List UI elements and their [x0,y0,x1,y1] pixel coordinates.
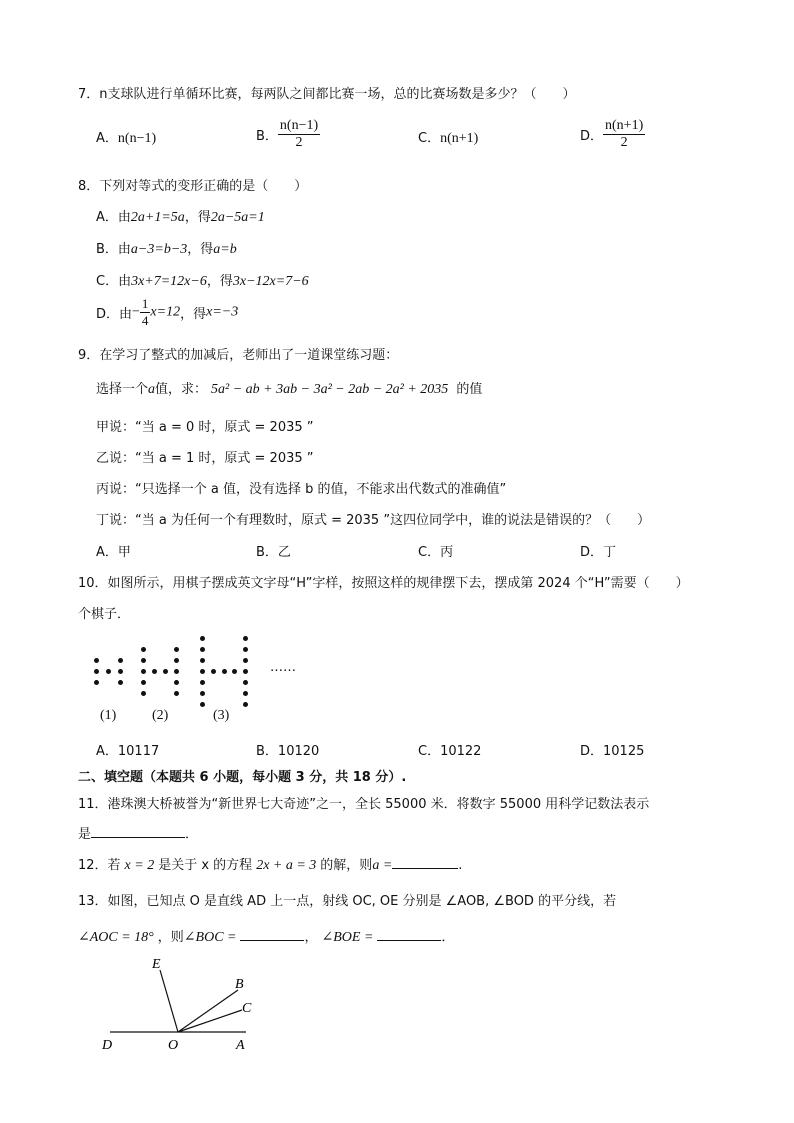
q9-option-c: C．丙 [418,545,454,560]
q10-option-a: A．10117 [96,744,160,759]
chess-piece [174,680,179,685]
chess-piece [174,669,179,674]
chess-piece [232,669,237,674]
ray-ob [178,990,238,1032]
chess-piece [118,680,123,685]
q10-stem-line1: 10．如图所示，用棋子摆成英文字母“H”字样，按照这样的规律摆下去，摆成第 2024 个“H”需要（ ） [78,576,689,591]
chess-piece [106,669,111,674]
chess-piece [94,658,99,663]
q9-ding: 丁说：“当 a 为任何一个有理数时，原式 = 2035 ”这四位同学中，谁的说法是错误的？（ ） [96,513,651,528]
q10-option-c: C．10122 [418,744,482,759]
point-label-d: D [102,1038,113,1053]
chess-piece [200,680,205,685]
point-label-o: O [168,1038,179,1053]
chess-piece [152,669,157,674]
answer-blank[interactable] [240,927,304,941]
chess-piece [141,647,146,652]
option-expr: n(n+1) [440,131,479,146]
answer-blank[interactable] [91,824,185,838]
point-label-c: C [242,1001,252,1016]
q12: 12．若 x = 2 是关于 x 的方程 2x + a = 3 的解，则a = . [78,854,462,874]
q8-option-c: C．由3x+7=12x−6，得3x−12x=7−6 [96,274,309,289]
option-fraction: $\frac{n(n+1)}{2}$ [605,118,644,150]
chess-piece [211,669,216,674]
chess-piece [243,691,248,696]
point-label-b: B [235,977,244,992]
chess-piece [200,669,205,674]
section-2-title: 二、填空题（本题共 6 小题，每小题 3 分，共 18 分）. [78,770,407,785]
figure-label-2: (2) [152,708,169,723]
q8-option-d: D．由− $\frac{1}{4}$ x=12，得x=−3 [96,296,239,328]
chess-piece [118,658,123,663]
chess-piece [243,647,248,652]
chess-piece [174,691,179,696]
chess-piece [243,680,248,685]
q8-option-a: A．由2a+1=5a，得2a−5a=1 [96,210,265,225]
chess-piece [222,669,227,674]
chess-piece [141,658,146,663]
option-label: A． [96,131,118,146]
option-label: C． [418,131,441,146]
q13-line1: 13．如图，已知点 O 是直线 AD 上一点，射线 OC, OE 分别是 ∠AOB, ∠BOD 的平分线，若 [78,894,617,909]
chess-piece [200,658,205,663]
chess-piece [200,691,205,696]
chess-piece [141,691,146,696]
chess-piece [163,669,168,674]
chess-piece [94,680,99,685]
ray-oc [178,1010,242,1032]
angle-figure [90,950,270,1060]
figure-label-1: (1) [100,708,117,723]
chess-piece [243,702,248,707]
q10-stem-line2: 个棋子． [78,607,131,622]
q9-option-d: D．丁 [580,545,617,560]
q9-task: 选择一个a值，求： 5a² − ab + 3ab − 3a² − 2ab − 2a² + 2035 的值 [96,382,483,397]
chess-piece [243,636,248,641]
q9-option-a: A．甲 [96,545,131,560]
point-label-e: E [152,957,161,972]
q9-bing: 丙说：“只选择一个 a 值，没有选择 b 的值，不能求出代数式的准确值” [96,482,507,497]
option-label: B． [256,129,278,144]
q13-line2: ∠AOC = 18° ，则∠BOC = ， ∠BOE = ． [78,926,454,946]
q8-option-b: B．由a−3=b−3，得a=b [96,242,237,257]
fraction: $\frac{1}{4}$ [141,296,149,328]
q10-ellipsis: …… [270,660,296,675]
chess-piece [174,658,179,663]
chess-piece [200,636,205,641]
option-expr: n(n−1) [117,131,157,146]
option-label: D． [580,129,604,144]
chess-piece [243,669,248,674]
q7-option-c [418,127,478,147]
chess-piece [243,658,248,663]
answer-blank[interactable] [377,927,441,941]
chess-piece [141,680,146,685]
q10-option-b: B．10120 [256,744,320,759]
q10-option-d: D．10125 [580,744,645,759]
q7-option-d [580,118,645,151]
figure-label-3: (3) [213,708,230,723]
option-fraction: $\frac{n(n-1)}{2}$ [279,118,319,150]
ray-oe [160,970,178,1032]
point-label-a: A [236,1038,245,1053]
chess-piece [94,669,99,674]
q7-option-b [256,118,320,151]
q11-line2: 是 ． [78,823,198,842]
q8-stem: 8．下列对等式的变形正确的是（ ） [78,179,308,194]
q9-yi: 乙说：“当 a = 1 时，原式 = 2035 ” [96,451,314,466]
q7-stem: 7．n支球队进行单循环比赛，每两队之间都比赛一场，总的比赛场数是多少？（ ） [78,87,576,102]
q7-option-a [96,127,156,147]
chess-piece [200,702,205,707]
q9-stem: 9．在学习了整式的加减后，老师出了一道课堂练习题： [78,348,399,363]
chess-piece [118,669,123,674]
answer-blank[interactable] [392,855,458,869]
chess-piece [200,647,205,652]
chess-piece [174,647,179,652]
q9-jia: 甲说：“当 a = 0 时，原式 = 2035 ” [96,420,314,435]
q11-line1: 11．港珠澳大桥被誉为“新世界七大奇迹”之一，全长 55000 米．将数字 55000 用科学记数法表示 [78,797,650,812]
chess-piece [141,669,146,674]
q9-option-b: B．乙 [256,545,291,560]
